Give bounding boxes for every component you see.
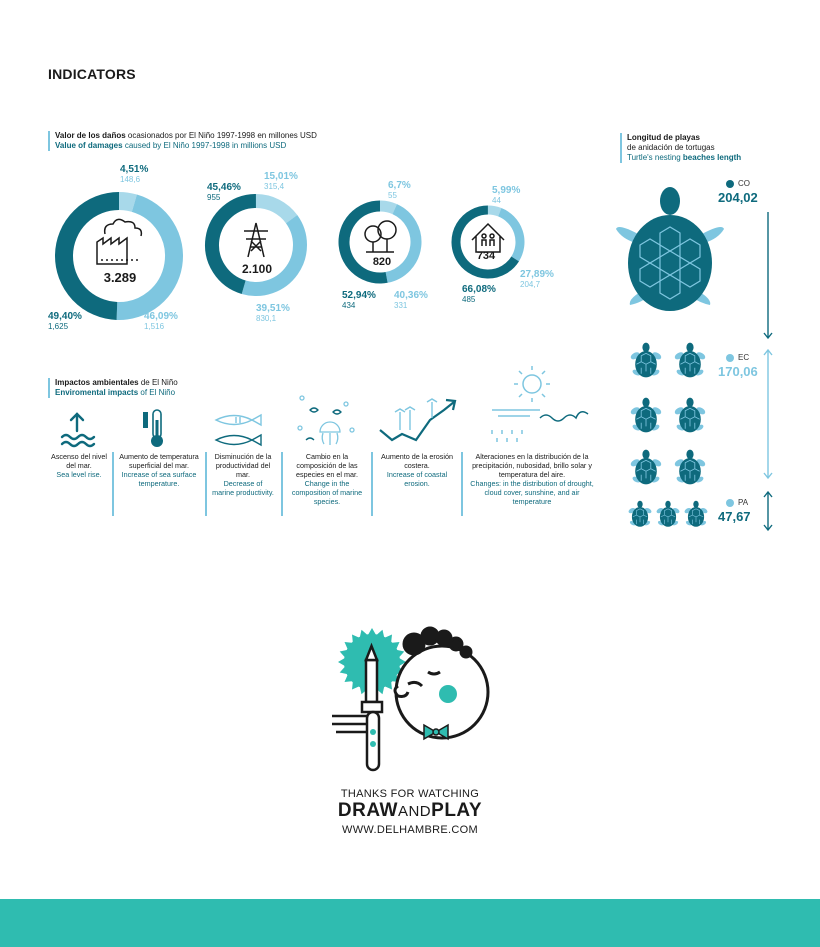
- hand-icon: [332, 702, 382, 770]
- footer-bar: [0, 899, 820, 947]
- donut2-label-a: 15,01% 315,4: [264, 171, 298, 191]
- donut3-label-b: 52,94% 434: [342, 290, 376, 310]
- impact-item-sea-level: Ascenso del nivel del mar. Sea level rise.: [51, 452, 107, 479]
- co-marker: [726, 180, 734, 188]
- donut2-label-c: 39,51% 830,1: [256, 303, 290, 323]
- country-co-value: 204,02: [718, 190, 758, 205]
- country-co-label: CO: [738, 179, 750, 188]
- page-title: INDICATORS: [48, 66, 136, 82]
- pa-range-line: [764, 492, 772, 530]
- country-pa-value: 47,67: [718, 509, 751, 524]
- pa-marker: [726, 499, 734, 507]
- donut1-label-c: 46,09% 1,516: [144, 311, 178, 331]
- impact-item-climate: Alteraciones en la distribución de la precipitación, nubosidad, brillo solar y temperatura del aire. Changes: in the distribution of drought, cloud cover, sunshine, and air temperature: [470, 452, 594, 506]
- turtle-icon: [674, 343, 707, 378]
- turtle-icon: [630, 343, 663, 378]
- damages-section-label: Valor de los daños ocasionados por El Niño 1997-1998 en millones USD Value of damages caused by El Niño 1997-1998 in millions USD: [48, 131, 317, 151]
- donut1-label-a: 4,51% 148,6: [120, 164, 149, 184]
- donut2-total: 2.100: [241, 262, 273, 276]
- donut1-label-b: 49,40% 1,625: [48, 311, 82, 331]
- donut3-label-a: 6,7% 55: [388, 180, 411, 200]
- country-ec-label: EC: [738, 353, 750, 362]
- donut3-total: 820: [372, 256, 392, 268]
- turtle-icon: [656, 501, 681, 527]
- donut2-label-b: 45,46% 955: [207, 182, 241, 202]
- large-turtle-icon: [616, 187, 724, 311]
- donut4-total: 734: [476, 250, 496, 262]
- donut4-label-a: 5,99% 44: [492, 185, 521, 205]
- turtle-icon: [630, 398, 663, 433]
- impact-item-productivity: Disminución de la productividad del mar. Decrease of marine productivity.: [212, 452, 274, 497]
- turtle-icon: [628, 501, 653, 527]
- impact-item-species: Cambio en la composición de las especies en el mar. Change in the composition of marine species.: [291, 452, 363, 506]
- donut3-label-c: 40,36% 331: [394, 290, 428, 310]
- thanks-text: THANKS FOR WATCHING: [340, 788, 480, 800]
- pencil-icon: [366, 646, 377, 702]
- character-face-icon: [395, 628, 488, 738]
- beaches-section-label: Longitud de playas de anidación de tortugas Turtle's nesting beaches length: [620, 133, 741, 163]
- website-url[interactable]: WWW.DELHAMBRE.COM: [342, 824, 478, 836]
- turtle-icon: [674, 450, 707, 485]
- country-ec-value: 170,06: [718, 364, 758, 379]
- donut4-label-b: 66,08% 485: [462, 284, 496, 304]
- draw-and-play-logo: [320, 620, 500, 780]
- impact-item-temperature: Aumento de temperatura superficial del mar. Increase of sea surface temperature.: [119, 452, 199, 488]
- impacts-section-label: Impactos ambientales de El Niño Enviromental impacts of El Niño: [48, 378, 178, 398]
- country-pa-label: PA: [738, 498, 749, 507]
- turtle-icon: [684, 501, 709, 527]
- turtle-icon: [674, 398, 707, 433]
- co-range-line: [764, 212, 772, 338]
- donut4-label-c: 27,89% 204,7: [520, 269, 554, 289]
- donut1-total: 3.289: [103, 270, 137, 285]
- turtle-icon: [630, 450, 663, 485]
- brand-name: DRAWANDPLAY: [337, 800, 483, 821]
- ec-range-line: [764, 350, 772, 478]
- impact-item-erosion: Aumento de la erosión costera. Increase of coastal erosion.: [381, 452, 453, 488]
- ec-marker: [726, 354, 734, 362]
